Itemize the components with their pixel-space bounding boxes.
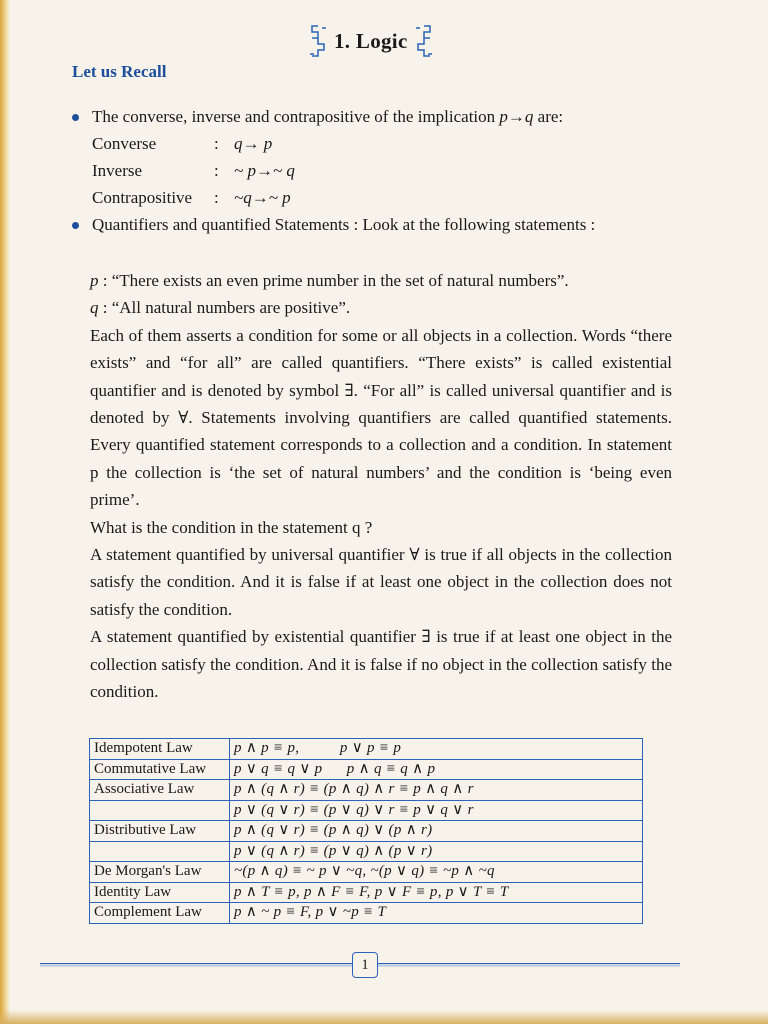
page-number: 1: [352, 952, 378, 978]
paragraph-existential: A statement quantified by existential quantifier ∃ is true if at least one object in the collection satisfy the condition. And it is false if no object in the collection satisfy the condition.: [90, 627, 672, 702]
section-heading: Let us Recall: [72, 62, 167, 81]
law-row: [90, 780, 643, 801]
chapter-title-box: [308, 24, 434, 58]
law-name: [90, 800, 230, 821]
law-formula: p ∧ T ≡ p, p ∧ F ≡ F, p ∨ F ≡ p, p ∨ T ≡ T: [230, 882, 643, 903]
bullet-implication: [72, 103, 672, 211]
law-formula: p ∨ q ≡ q ∨ p p ∧ q ≡ q ∧ p: [230, 759, 643, 780]
law-formula: p ∨ (q ∧ r) ≡ (p ∨ q) ∧ (p ∨ r): [230, 841, 643, 862]
inverse-row: Inverse : ~ p→~ q: [92, 161, 295, 180]
bullet-dot-icon: [72, 222, 79, 229]
paragraph-universal: A statement quantified by universal quantifier ∀ is true if all objects in the collection satisfy the condition. And it is false if at least one object in the collection does not satisfy the condition.: [90, 545, 672, 619]
body-text: [90, 267, 672, 706]
chapter-title: 1. Logic: [334, 28, 408, 53]
law-formula: p ∨ (q ∨ r) ≡ (p ∨ q) ∨ r ≡ p ∨ q ∨ r: [230, 800, 643, 821]
law-row: [90, 759, 643, 780]
laws-table-body: [90, 739, 643, 924]
bullet-quantifiers: [72, 211, 672, 238]
law-name: [90, 841, 230, 862]
law-row: [90, 821, 643, 842]
paragraph-quantifiers: Each of them asserts a condition for some or all objects in a collection. Words “there exists” and “for all” are called quantifiers. “There exists” is called existential quantifier and is denoted by symbol ∃. “For all” is called universal quantifier and is denoted by ∀. Statements involving quantifiers are called quantified statements. Every quantified statement corresponds to a collection and a condition. In statement p the collection is ‘the set of natural numbers’ and the condition is ‘being even prime’.: [90, 325, 672, 510]
law-name: Complement Law: [90, 903, 230, 924]
law-name: Idempotent Law: [90, 739, 230, 760]
statement-q: q : “All natural numbers are positive”.: [90, 298, 351, 318]
law-row: [90, 800, 643, 821]
law-formula: ~(p ∧ q) ≡ ~ p ∨ ~q, ~(p ∨ q) ≡ ~p ∧ ~q: [230, 862, 643, 883]
law-name: De Morgan's Law: [90, 862, 230, 883]
law-name: Distributive Law: [90, 821, 230, 842]
law-formula: p ∧ p ≡ p, p ∨ p ≡ p: [230, 739, 643, 760]
logic-laws-table: [89, 738, 643, 924]
implication-expr: p→q: [499, 107, 534, 126]
law-name: Identity Law: [90, 882, 230, 903]
law-row: [90, 882, 643, 903]
title-ornament-right-icon: [414, 24, 434, 58]
law-row: [90, 841, 643, 862]
law-name: Commutative Law: [90, 759, 230, 780]
law-row: [90, 903, 643, 924]
law-formula: p ∧ (q ∨ r) ≡ (p ∧ q) ∨ (p ∧ r): [230, 821, 643, 842]
statement-p: p : “There exists an even prime number in the set of natural numbers”.: [90, 271, 569, 290]
page-bottom-edge-decoration: [0, 1010, 768, 1024]
quantifiers-intro: Quantifiers and quantified Statements : Look at the following statements :: [92, 215, 596, 234]
law-row: [90, 739, 643, 760]
law-name: Associative Law: [90, 780, 230, 801]
title-ornament-left-icon: [308, 24, 328, 58]
law-formula: p ∧ ~ p ≡ F, p ∨ ~p ≡ T: [230, 903, 643, 924]
law-formula: p ∧ (q ∧ r) ≡ (p ∧ q) ∧ r ≡ p ∧ q ∧ r: [230, 780, 643, 801]
law-row: [90, 862, 643, 883]
paragraph-question: What is the condition in the statement q ?: [90, 517, 373, 537]
converse-row: Converse : q→ p: [92, 134, 273, 153]
implication-intro: The converse, inverse and contrapositive of the implication p→q are:: [92, 107, 564, 126]
page-edge-decoration: [0, 0, 10, 1024]
bullet-dot-icon: [72, 114, 79, 121]
contrapositive-row: Contrapositive : ~q→~ p: [92, 188, 291, 207]
